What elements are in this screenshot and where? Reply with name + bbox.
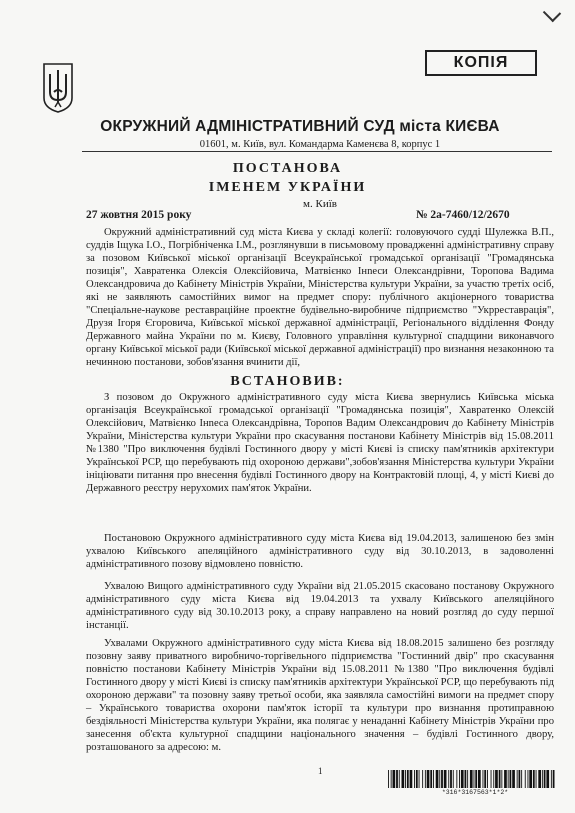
court-name: ОКРУЖНИЙ АДМІНІСТРАТИВНИЙ СУД міста КИЄВА (100, 118, 500, 135)
court-address: 01601, м. Київ, вул. Командарма Каменєва 8, корпус 1 (199, 139, 441, 150)
case-number: № 2а-7460/12/2670 (416, 209, 510, 221)
paragraph-first-ruling: Постановою Окружного адміністративного суду міста Києва від 19.04.2013, залишеною без змін ухвалою Київського апеляційного адміністративного суду від 30.10.2013, в задоволенні адміністративного позову відмовлено повністю. (86, 533, 554, 570)
decision-date: 27 жовтня 2015 року (86, 209, 192, 221)
page-number: 1 (318, 766, 323, 776)
city: м. Київ (303, 198, 337, 210)
trident-emblem-icon (40, 62, 76, 114)
section-heading-established: ВСТАНОВИВ: (230, 374, 345, 389)
paragraph-claim: З позовом до Окружного адміністративного суду міста Києва звернулись Київська міська організація Всеукраїнської громадської організації "Громадянська позиція", Хавратенко Олексій Олексійович, Матвієнко Інnеса Олександрівна, Торопов Вадим Олександрович до Кабінету Міністрів України, Міністерства культури України про скасування постанови Кабінету Міністрів від 15.08.2011 №1380 "Про виключення будівлі Гостинного двору у місті Києві із списку пам'ятників архітектури Української РСР, що перебувають під охороною держави",зобов'язання Міністерства культури України ініціювати питання про внесення будівлі Гостинного двору на Контрактовій площі, 4, у місті Києві до Державного реєстру нерухомих пам'яток України. (86, 392, 554, 494)
corner-mark (543, 4, 561, 22)
header-divider (82, 151, 552, 152)
barcode-text: *316*3167563*1*2* (441, 789, 509, 796)
paragraph-rulings: Ухвалами Окружного адміністративного суду міста Києва від 18.08.2015 залишено без розгляду позовну заяву приватного виробничо-торгівельного підприємства "Гостинний двір" про скасування повністю постанови Кабінету Міністрів України від 15.08.2011 №1380 "Про виключення будівлі Гостинного двору у місті Києві із списку пам'ятників архітектури Української РСР, що перебувають під охороною держави" та позовну заяву третьої особи, яка заявляла самостійні вимоги на предмет спору – Українського товариства охорони пам'яток історії та культури про визнання протиправною бездіяльності Міністерства культури України, яка полягає у ненаданні Кабінету Міністрів України про занесення об'єкта культурної спадщини національного значення – будівлі Гостинного двору, розташованого за адресою: м. (86, 638, 554, 753)
barcode-icon (388, 770, 556, 788)
paragraph-higher-court: Ухвалою Вищого адміністративного суду України від 21.05.2015 скасовано постанову Окружного адміністративного суду міста Києва від 19.04.2013 та ухвалу Київського апеляційного адміністративного суду від 30.10.2013 року, а справу направлено на новий розгляд до суду першої інстанції. (86, 581, 554, 631)
in-name-of-ukraine: ІМЕНЕМ УКРАЇНИ (208, 180, 367, 195)
document-type: ПОСТАНОВА (232, 161, 343, 176)
copy-stamp: КОПІЯ (425, 50, 537, 76)
paragraph-court-composition: Окружний адміністративний суд міста Києва у складі колегії: головуючого судді Шулежка В.П., суддів Іщука І.О., Погрібніченка І.М., розглянувши в письмовому провадженні адміністративну справу за позовом Київської міської організації Всеукраїнської громадської організації "Громадянська позиція", Хавратенка Олексія Олексійовича, Матвієнко Інnеси Олександрівни, Торопова Вадима Олександровича до Кабінету Міністрів України, Міністерства культури України, за участю третіх осіб, які не заявляють самостійних вимог на предмет спору: публічного акціонерного товариства "Спеціальне-наукове реставраційне проектне будівельно-виробниче підприємство "Укрреставрація", Друзя Ігоря Єгоровича, Київської міської державної адміністрації, Регіонального відділення Фонду Державного майна України по м. Києву, Головного управління культурної спадщини виконавчого органу Київської міської ради (Київської міської державної адміністрації) про визнання незаконною та нечинною постанови, зобов'язання вчинити дії, (86, 227, 554, 368)
